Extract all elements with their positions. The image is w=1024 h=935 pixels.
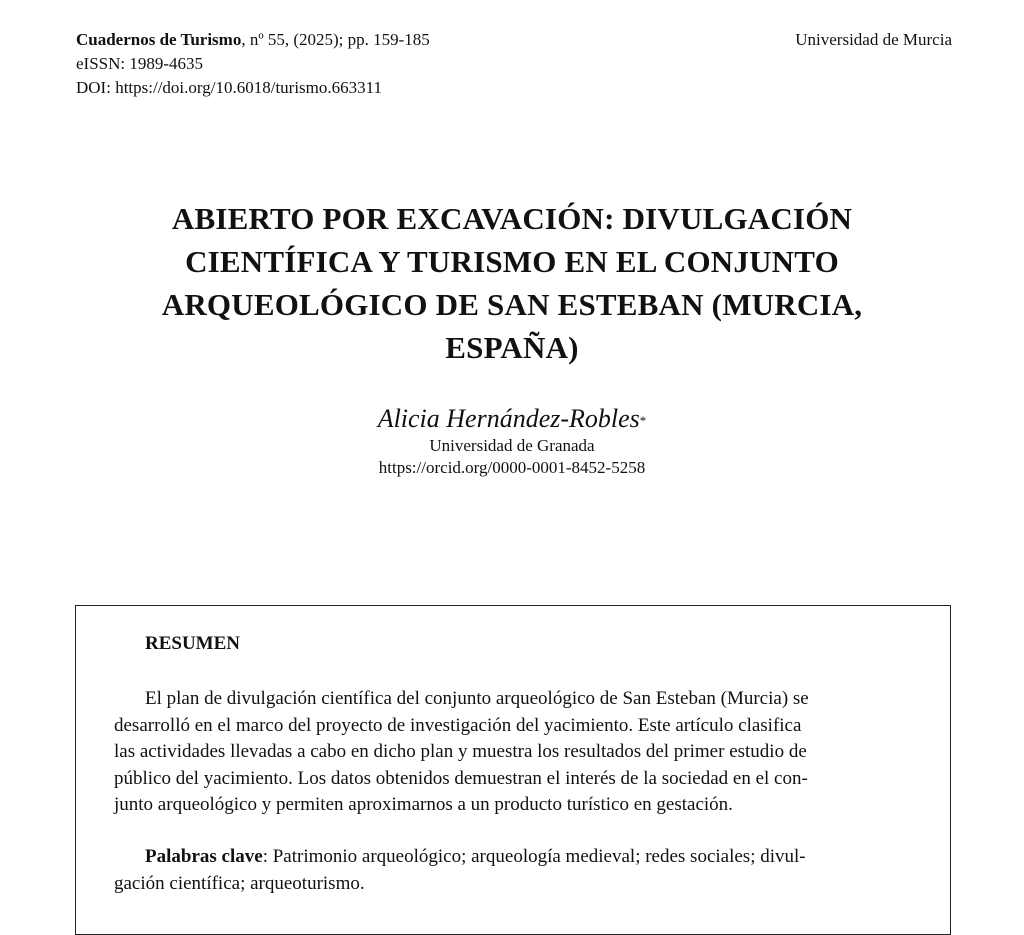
title-line: ARQUEOLÓGICO DE SAN ESTEBAN (MURCIA, xyxy=(161,287,863,322)
journal-issue: , nº 55, (2025); pp. 159-185 xyxy=(241,30,430,49)
doi-link[interactable]: DOI: https://doi.org/10.6018/turismo.663311 xyxy=(76,78,383,97)
author-footnote-mark[interactable]: * xyxy=(639,413,647,428)
title-line: ESPAÑA) xyxy=(445,330,579,365)
abstract-line: público del yacimiento. Los datos obtenidos demuestran el interés de la sociedad en el con- xyxy=(114,767,808,789)
keywords-line xyxy=(114,844,914,871)
orcid-link[interactable]: https://orcid.org/0000-0001-8452-5258 xyxy=(378,458,646,477)
abstract-heading: RESUMEN xyxy=(145,633,241,654)
journal-header xyxy=(76,28,430,100)
article-title xyxy=(100,197,924,369)
author-block xyxy=(200,403,824,479)
keywords-label: Palabras clave xyxy=(145,846,263,867)
abstract-text xyxy=(114,686,914,819)
author-name: Alicia Hernández-Robles xyxy=(377,404,640,433)
author-name-line xyxy=(200,403,824,435)
abstract-line: las actividades llevadas a cabo en dicho plan y muestra los resultados del primer estudio de xyxy=(114,741,807,762)
abstract-line: El plan de divulgación científica del conjunto arqueológico de San Esteban (Murcia) se xyxy=(145,688,809,709)
eissn: eISSN: 1989-4635 xyxy=(76,54,204,73)
abstract-box xyxy=(75,605,951,935)
keywords-line: gación científica; arqueoturismo. xyxy=(114,872,365,894)
keywords-text: : Patrimonio arqueológico; arqueología medieval; redes sociales; divul- xyxy=(262,846,806,867)
title-line: CIENTÍFICA Y TURISMO EN EL CONJUNTO xyxy=(185,244,839,279)
abstract-line: desarrolló en el marco del proyecto de investigación del yacimiento. Este artículo clasifica xyxy=(114,714,802,736)
journal-name: Cuadernos de Turismo xyxy=(76,30,242,49)
journal-citation xyxy=(76,28,430,52)
abstract-line: junto arqueológico y permiten aproximarnos a un producto turístico en gestación. xyxy=(114,794,733,815)
keywords xyxy=(114,844,914,897)
publisher: Universidad de Murcia xyxy=(795,30,952,49)
title-line: ABIERTO POR EXCAVACIÓN: DIVULGACIÓN xyxy=(171,201,853,236)
author-affiliation: Universidad de Granada xyxy=(429,436,595,455)
